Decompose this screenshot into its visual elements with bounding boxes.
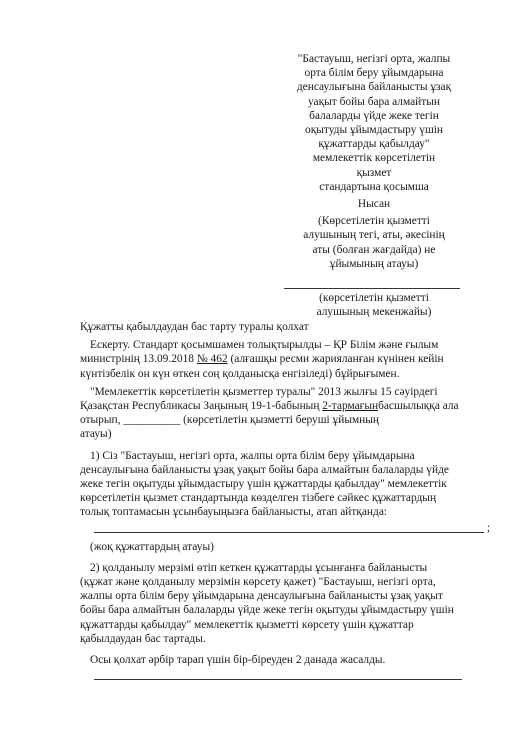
header-line: орта білім беру ұйымдарына [304, 67, 444, 80]
paragraph-line: Қазақстан Республикасы Заңының 19-1-бабының 2-тармағынбасшылыққа ала [80, 400, 459, 413]
header-line: уақыт бойы бара алмайтын [308, 95, 440, 108]
note-line: министрінің 13.09.2018 № 462 (алғашқы ресми жарияланған күнінен кейін [80, 353, 444, 366]
document-body [80, 320, 490, 683]
paragraph-line: жеке тегін оқытуды ұйымдастыру үшін құжаттарды қабылдау" мемлекеттік [80, 478, 447, 491]
form-label: Нысан [357, 198, 391, 211]
paragraph-line: отырып, __________ (көрсетілетін қызметті беруші ұйымның [80, 414, 380, 427]
header-line: оқытуды ұйымдастыру үшін [305, 124, 443, 137]
closing-statement: Осы қолхат әрбір тарап үшін бір-біреуден 2 данада жасалды. [90, 654, 386, 667]
paragraph-line: құжаттарды қабылдау" мемлекеттік қызметті көрсету үшін құжаттар [80, 618, 414, 631]
paragraph-line: "Мемлекеттік көрсетілетін қызметтер туралы" 2013 жылғы 15 сәуірдегі [90, 385, 438, 398]
paragraph-line: жалпы орта білім беру ұйымдарына денсаулығына байланысты ұзақ уақыт [80, 590, 443, 603]
header-line: стандартына қосымша [319, 180, 429, 193]
paragraph-line: атауы) [80, 428, 112, 441]
note-line: Ескерту. Стандарт қосымшамен толықтырылды – ҚР Білім және ғылым [90, 339, 439, 352]
paragraph-line: көрсетілетін қызмет стандартында көзделген тізбеге сәйкес құжаттардың [80, 492, 437, 505]
document-title: Құжатты қабылдаудан бас тарту туралы қолхат [80, 321, 309, 333]
missing-docs-label: (жоқ құжаттардың атауы) [90, 540, 214, 553]
paragraph-line: 1) Сіз "Бастауыш, негізгі орта, жалпы орта білім беру ұйымдарына [90, 449, 415, 462]
header-line: мемлекеттік көрсетілетін [312, 152, 436, 165]
paragraph-line: толық топтамасын ұсынбауыңызға байланысты, атап айтқанда: [80, 506, 388, 519]
signature-blank [94, 679, 462, 680]
paragraph-line: 2) қолданылу мерзімі өтіп кеткен құжаттарды ұсынғанға байланысты [90, 561, 428, 574]
recipient-line: (Көрсетілетін қызметті [318, 215, 430, 228]
recipient-line: аты (болған жағдайда) не [312, 243, 436, 256]
header-line: қызмет [356, 166, 392, 179]
missing-docs-field [80, 520, 490, 536]
header-line: "Бастауыш, негізгі орта, жалпы [297, 53, 451, 65]
note-line: күнтізбелік он күн өткен соң қолданысқа енгізіледі) бұйрығымен. [80, 367, 400, 380]
header-line: құжаттарды қабылдау" [318, 138, 430, 151]
semicolon: ; [486, 522, 490, 535]
header-line: балаларды үйде жеке тегін [309, 109, 439, 122]
paragraph-line: денсаулығына байланысты ұзақ уақыт бойы бара алмайтын балаларды үйде [80, 463, 449, 476]
recipient-line: алушының тегі, аты, әкесінің [303, 229, 445, 242]
address-blank-line [284, 288, 460, 289]
paragraph-line: қабылдаудан бас тартады. [80, 632, 206, 645]
appendix-header [276, 52, 472, 271]
sender-address-label: (көрсетілетін қызметті алушының мекенжайы) [316, 292, 432, 319]
recipient-line: ұйымының атауы) [329, 257, 419, 270]
paragraph-line: бойы бара алмайтын балаларды үйде жеке тегін оқытуды ұйымдастыру үшін [80, 604, 454, 617]
signature-field [80, 667, 490, 683]
header-line: денсаулығына байланысты ұзақ [296, 81, 452, 94]
paragraph-line: (құжат және қолданылу мерзімін көрсету қажет) "Бастауыш, негізгі орта, [80, 576, 436, 589]
missing-docs-blank [94, 532, 484, 533]
